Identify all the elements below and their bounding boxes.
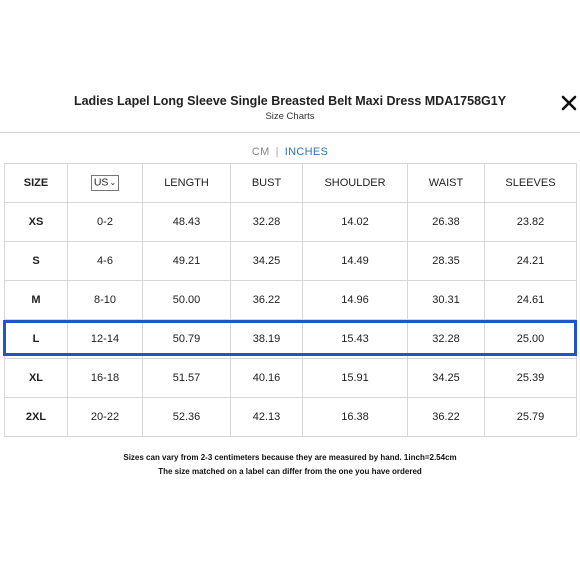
us-size-cell: 20-22 — [68, 398, 143, 437]
length-cell: 52.36 — [143, 398, 231, 437]
shoulder-cell: 16.38 — [303, 398, 408, 437]
size-charts-subtitle: Size Charts — [265, 111, 315, 122]
sleeves-cell: 25.79 — [485, 398, 577, 437]
size-cell: 2XL — [5, 398, 68, 437]
column-header-sleeves: SLEEVES — [485, 164, 577, 203]
sleeves-cell: 23.82 — [485, 203, 577, 242]
unit-separator: | — [275, 146, 279, 158]
header-divider — [0, 132, 580, 133]
us-size-cell: 0-2 — [68, 203, 143, 242]
region-select[interactable] — [91, 175, 119, 190]
table-header-row — [5, 164, 577, 203]
length-cell: 49.21 — [143, 242, 231, 281]
bust-cell: 34.25 — [231, 242, 303, 281]
shoulder-cell: 14.96 — [303, 281, 408, 320]
column-header-shoulder: SHOULDER — [303, 164, 408, 203]
chevron-down-icon: ⌄ — [109, 178, 117, 188]
us-size-cell: 16-18 — [68, 359, 143, 398]
table-row-highlighted — [5, 320, 577, 359]
us-size-cell: 12-14 — [68, 320, 143, 359]
column-header-bust: BUST — [231, 164, 303, 203]
sleeves-cell: 24.61 — [485, 281, 577, 320]
bust-cell: 38.19 — [231, 320, 303, 359]
us-size-cell: 8-10 — [68, 281, 143, 320]
size-cell: M — [5, 281, 68, 320]
table-row — [5, 398, 577, 437]
label-note: The size matched on a label can differ from the one you have ordered — [158, 467, 422, 476]
column-header-waist: WAIST — [408, 164, 485, 203]
length-cell: 48.43 — [143, 203, 231, 242]
waist-cell: 36.22 — [408, 398, 485, 437]
length-cell: 50.79 — [143, 320, 231, 359]
shoulder-cell: 15.91 — [303, 359, 408, 398]
shoulder-cell: 14.49 — [303, 242, 408, 281]
size-column-header: SIZE — [5, 164, 68, 203]
sleeves-cell: 24.21 — [485, 242, 577, 281]
waist-cell: 28.35 — [408, 242, 485, 281]
bust-cell: 36.22 — [231, 281, 303, 320]
sleeves-cell: 25.39 — [485, 359, 577, 398]
us-size-cell: 4-6 — [68, 242, 143, 281]
size-chart-header — [0, 0, 580, 132]
waist-cell: 30.31 — [408, 281, 485, 320]
region-select-value: US — [93, 176, 109, 189]
product-title: Ladies Lapel Long Sleeve Single Breasted Belt Maxi Dress MDA1758G1Y — [73, 94, 507, 108]
shoulder-cell: 14.02 — [303, 203, 408, 242]
measurement-note: Sizes can vary from 2-3 centimeters because they are measured by hand. 1inch=2.54cm — [123, 453, 457, 462]
column-header-length: LENGTH — [143, 164, 231, 203]
bust-cell: 42.13 — [231, 398, 303, 437]
close-icon[interactable] — [560, 94, 578, 114]
table-row — [5, 242, 577, 281]
size-cell: XS — [5, 203, 68, 242]
unit-cm-button[interactable]: CM — [251, 146, 270, 158]
bust-cell: 40.16 — [231, 359, 303, 398]
table-row — [5, 203, 577, 242]
unit-toggle — [0, 146, 580, 158]
region-column-header — [68, 164, 143, 203]
size-cell: XL — [5, 359, 68, 398]
table-row — [5, 281, 577, 320]
length-cell: 50.00 — [143, 281, 231, 320]
sleeves-cell: 25.00 — [485, 320, 577, 359]
unit-inches-button[interactable]: INCHES — [284, 146, 329, 158]
size-cell: S — [5, 242, 68, 281]
size-cell: L — [5, 320, 68, 359]
length-cell: 51.57 — [143, 359, 231, 398]
waist-cell: 34.25 — [408, 359, 485, 398]
bust-cell: 32.28 — [231, 203, 303, 242]
table-row — [5, 359, 577, 398]
shoulder-cell: 15.43 — [303, 320, 408, 359]
waist-cell: 26.38 — [408, 203, 485, 242]
size-chart-table — [4, 163, 577, 437]
waist-cell: 32.28 — [408, 320, 485, 359]
